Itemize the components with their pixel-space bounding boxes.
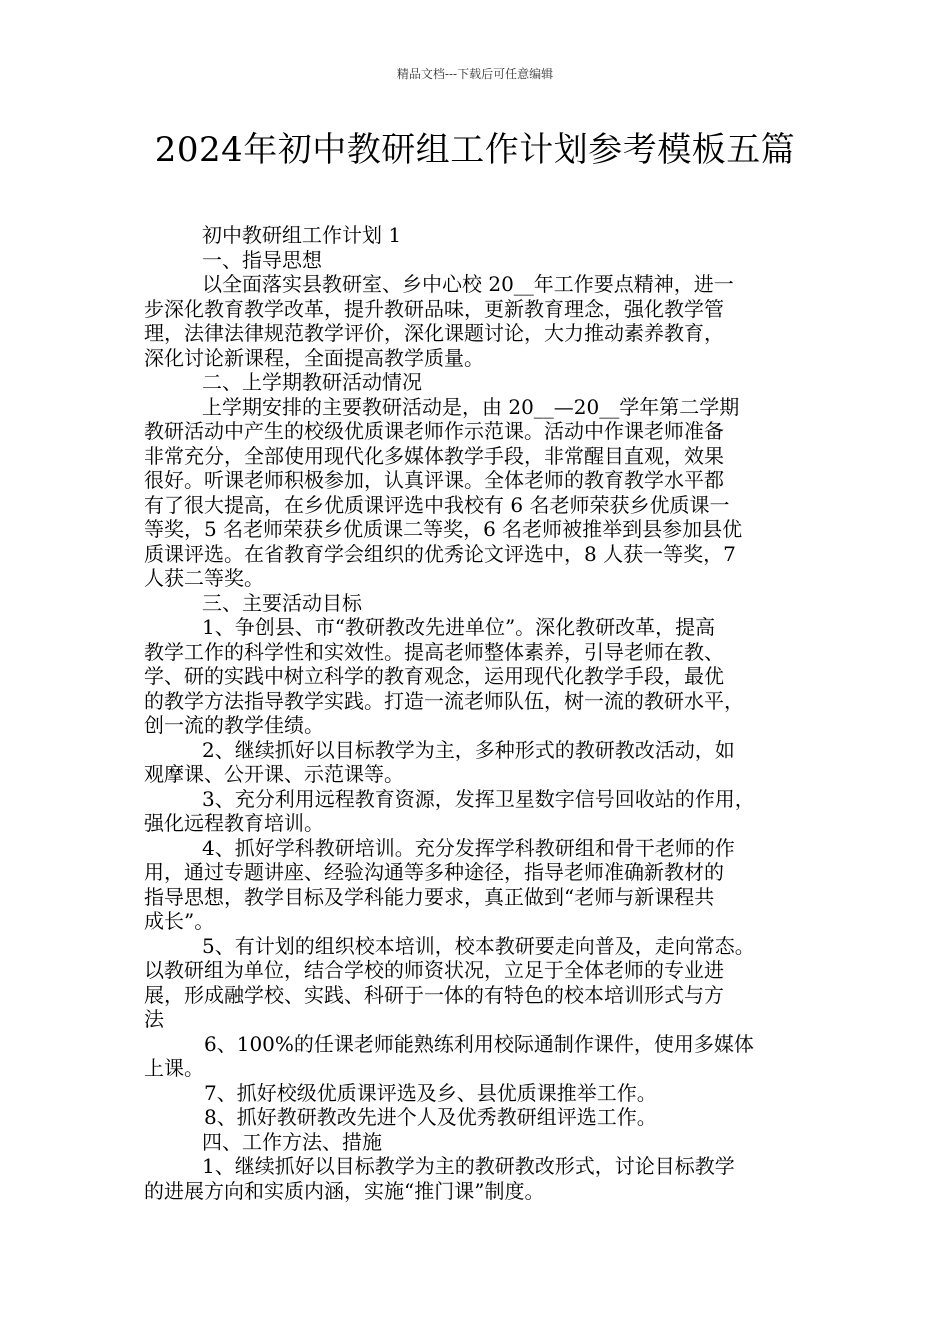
- paragraph-line: 5、有计划的组织校本培训，校本教研要走向普及，走向常态。: [202, 933, 755, 958]
- paragraph-line: 上课。: [144, 1056, 204, 1080]
- paragraph-line: 有了很大提高，在乡优质课评选中我校有 6 名老师荣获乡优质课一: [144, 492, 730, 517]
- paragraph-line: 教学工作的科学性和实效性。提高老师整体素养，引导老师在教、: [144, 639, 724, 664]
- section-subtitle: 初中教研组工作计划 1: [202, 223, 402, 247]
- paragraph-line: 非常充分，全部使用现代化多媒体教学手段，非常醒目直观，效果: [144, 443, 724, 468]
- paragraph-line: 的进展方向和实质内涵，实施“推门课”制度。: [144, 1178, 545, 1203]
- paragraph-line: 4、抓好学科教研培训。充分发挥学科教研组和骨干老师的作: [202, 835, 735, 860]
- paragraph-line: 1、继续抓好以目标教学为主的教研教改形式，讨论目标教学: [202, 1154, 735, 1178]
- paragraph-line: 质课评选。在省教育学会组织的优秀论文评选中，8 人获一等奖，7: [144, 541, 736, 566]
- paragraph-line: 指导思想，教学目标及学科能力要求，真正做到“老师与新课程共: [144, 884, 715, 909]
- paragraph-line: 等奖，5 名老师荣获乡优质课二等奖，6 名老师被推举到县参加县优: [144, 517, 743, 541]
- paragraph-line: 7、抓好校级优质课评选及乡、县优质课推举工作。: [204, 1080, 657, 1105]
- section-heading: 三、主要活动目标: [202, 590, 362, 615]
- paragraph-line: 6、100%的任课老师能熟练利用校际通制作课件，使用多媒体: [204, 1031, 754, 1056]
- paragraph-line: 用，通过专题讲座、经验沟通等多种途径，指导老师准确新教材的: [144, 860, 724, 884]
- paragraph-line: 成长”。: [144, 909, 215, 933]
- paragraph-line: 2、继续抓好以目标教学为主，多种形式的教研教改活动，如: [202, 737, 735, 762]
- paragraph-line: 观摩课、公开课、示范课等。: [144, 762, 404, 786]
- document-title: 2024年初中教研组工作计划参考模板五篇: [154, 130, 796, 170]
- paragraph-line: 1、争创县、市“教研教改先进单位”。深化教研改革，提高: [202, 615, 716, 639]
- paragraph-line: 以教研组为单位，结合学校的师资状况，立足于全体老师的专业进: [144, 958, 724, 982]
- paragraph-line: 学、研的实践中树立科学的教育观念，运用现代化教学手段，最优: [144, 664, 724, 688]
- paragraph-line: 理，法律法律规范教学评价，深化课题讨论，大力推动素养教育，: [144, 321, 724, 345]
- document-body: [144, 223, 808, 1203]
- paragraph-line: 强化远程教育培训。: [144, 811, 324, 835]
- paragraph-line: 很好。听课老师积极参加，认真评课。全体老师的教育教学水平都: [144, 468, 724, 492]
- section-heading: 二、上学期教研活动情况: [202, 370, 422, 394]
- paragraph-line: 创一流的教学佳绩。: [144, 713, 324, 737]
- paragraph-line: 的教学方法指导教学实践。打造一流老师队伍，树一流的教研水平，: [144, 688, 744, 713]
- paragraph-line: 深化讨论新课程，全面提高教学质量。: [144, 345, 484, 370]
- paragraph-line: 3、充分利用远程教育资源，发挥卫星数字信号回收站的作用，: [202, 786, 755, 811]
- paragraph-line: 8、抓好教研教改先进个人及优秀教研组评选工作。: [204, 1105, 657, 1129]
- paragraph-line: 教研活动中产生的校级优质课老师作示范课。活动中作课老师准备: [144, 419, 724, 443]
- paragraph-line: 展，形成融学校、实践、科研于一体的有特色的校本培训形式与方: [144, 982, 724, 1007]
- section-heading: 四、工作方法、措施: [202, 1129, 382, 1154]
- paragraph-line: 以全面落实县教研室、乡中心校 20__年工作要点精神，进一: [202, 272, 734, 296]
- section-heading: 一、指导思想: [202, 247, 322, 272]
- paragraph-line: 法: [144, 1007, 164, 1031]
- header-note: 精品文档---下载后可任意编辑: [396, 67, 554, 81]
- paragraph-line: 人获二等奖。: [144, 566, 264, 590]
- paragraph-line: 步深化教育教学改革，提升教研品味，更新教育理念，强化教学管: [144, 296, 724, 321]
- paragraph-line: 上学期安排的主要教研活动是，由 20__—20__学年第二学期: [202, 394, 740, 419]
